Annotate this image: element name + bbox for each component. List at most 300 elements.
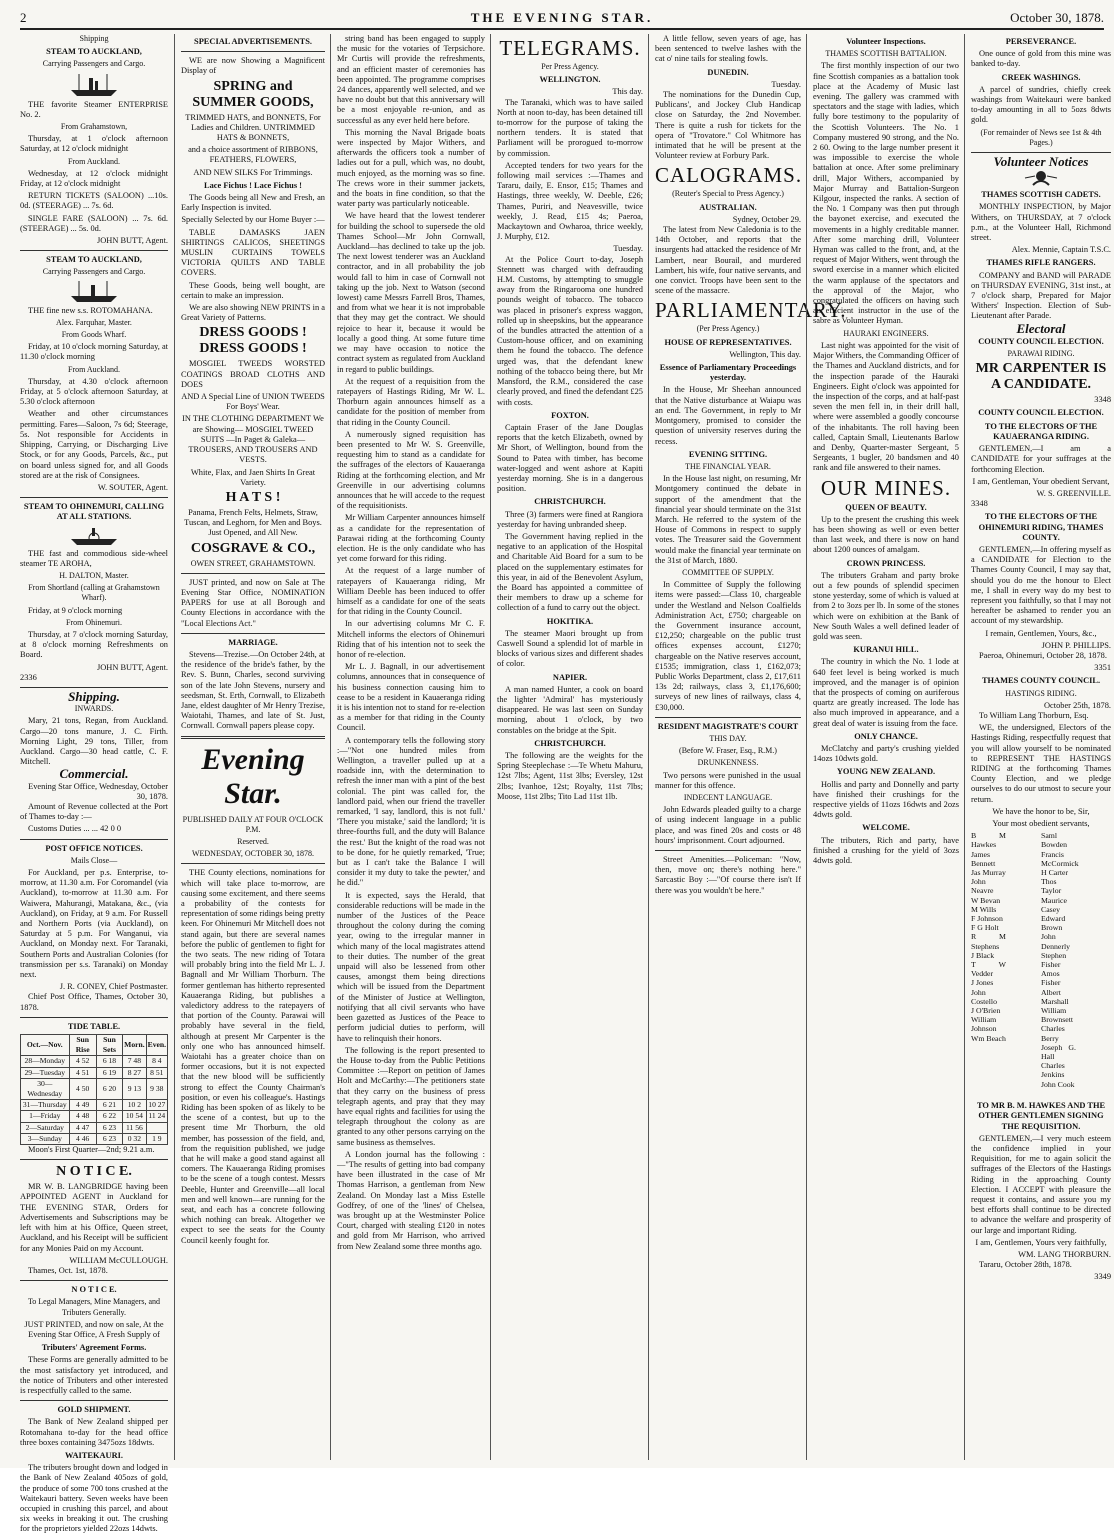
tide-cell: 9 38 xyxy=(146,1078,167,1099)
signatory-list xyxy=(971,831,1111,1098)
tide-row xyxy=(21,1078,168,1099)
goods-times: Friday, at 10 o'clock morning Saturday, at 11.30 o'clock morning xyxy=(20,342,168,362)
new-silks: AND NEW SILKS For Trimmings. xyxy=(193,167,313,177)
house-heading: HOUSE OF REPRESENTATIVES. xyxy=(664,337,792,347)
column-2 xyxy=(174,34,331,1460)
post-office-heading: POST OFFICE NOTICES. xyxy=(45,843,143,853)
mine-text: McClatchy and party's crushing yielded 14ozs 10dwts gold. xyxy=(813,744,959,764)
mine-text: Hollis and party and Donnelly and party have finished their crushings for the respective yields of 11ozs 16dwts and 2ozs 4dwts gold. xyxy=(813,779,959,820)
tide-cell: 9 13 xyxy=(123,1078,146,1099)
steamship-icon xyxy=(69,280,119,304)
tide-cell: 2—Saturday xyxy=(21,1122,70,1133)
news-para: A numerously signed requisition has been presented to Mr W. S. Greenville, requesting him to stand as a candidate for the suffrages of the electors of Kauaeranga Riding at the forthcoming election, and Mr Greenville in our advertising columns announces that he will accede to the request of the requisitionists. xyxy=(337,429,485,511)
mine-text: The tributers Graham and party broke out a few pounds of splendid specimen stone yesterday, some of which is valued at from 2 to 3ozs per lb. In some of the stones which were on exhibition at the Bank of New South Wales a well defined leader of gold was seen. xyxy=(813,570,959,641)
before-magistrate: (Before W. Fraser, Esq., R.M.) xyxy=(679,746,777,756)
mine-text: The tributers, Rich and party, have finished a crushing for the yield of 3ozs 4dwts gold. xyxy=(813,835,959,866)
tide-cell: 4 50 xyxy=(69,1078,96,1099)
signatory-name xyxy=(1041,1089,1076,1098)
news-para: A contemporary tells the following story :—"Not one hundred miles from Wellington, a traveller pulled up at a roadside inn, with the determination to refresh the inner man with a pint of the best colonial. The pint was called for, the landlord paid, when our friend the traveller remarked, 'I say, landlord, this is not full.' 'There you mistake,' said the landlord; 'it is three-fourths full, and the duty will Balance the rest.' But the knight of the road was not to be done, for he quietly remarked, 'True; but as I can't take the Balance I will consider it my duty to take the pewter,' and he did." xyxy=(337,735,485,888)
tide-header-cell: Sun Rise xyxy=(69,1035,96,1056)
notice-text: MR W. B. LANGBRIDGE having been APPOINTED AGENT in Auckland for THE EVENING STAR, Orders for Advertisements and Subscriptions may be left with him at his Office, Queen street, Auckland, and his Receipt will be sufficient for any Monies Paid on my Account. xyxy=(20,1182,168,1253)
to-thorburn: To William Lang Thorburn, Esq. xyxy=(979,710,1089,720)
ad-number: 3349 xyxy=(1094,1272,1111,1282)
tide-header-cell: Sun Sets xyxy=(96,1035,122,1056)
hauraki-text: Last night was appointed for the visit of Major Withers, the Commanding Officer of the Thames and Auckland districts, and for the inspection parade of the Hauraki Engineers. Eight o'clock was appointed for the inspection of the corps, and at half-past seven the men fell in, in their drill hall, where were assembled a goodly concourse of the inhabitants. The roll having been called, Captain Small, Lieutenants Barlow and Denby, Quarter-master Sergeant, 5 Sergeants, 1 bugler, 20 bandsmen and 40 rank and file answered to their names. xyxy=(813,340,959,473)
inwards-text: Mary, 21 tons, Regan, from Auckland. Cargo—20 tons manure, J. C. Firth. Morning Light, 29 tons, Tiller, from Auckland. Cargo—30 head cattle, C. F. Mitchell. xyxy=(20,716,168,767)
signatory-name: Saml Bowden xyxy=(1041,831,1067,850)
tide-cell: 8 51 xyxy=(146,1067,167,1078)
news-para: This morning the Naval Brigade boats were inspected by Major Withers, and afterwards the officers took a number of ladies out for a pull, which was, no doubt, much enjoyed, as the morning was so fine. The crews wore in their summer jackets, and the boats in fine condition, so that the water party was particularly noticeable. xyxy=(337,127,485,209)
tide-cell: 29—Tuesday xyxy=(21,1067,70,1078)
signatory-name: Charles Berry xyxy=(1041,1024,1065,1043)
goods-wharf: From Goods Wharf. xyxy=(61,330,127,340)
return-tickets: RETURN TICKETS (SALOON) ...10s. 0d. (STEERAGE) ... 7s. 6d. xyxy=(20,191,168,211)
committee-text: In Committee of Supply the following items were passed:—Class 10, chargeable under the Westland and Nelson Coalfields Administration Act, £750; chargeable on the Government insurance account, £12,250; chargeable on the public trust offices expenses account, £1270; chargeable on the Native reserves account, £1535; immigration, class 1, £162,073; Public Works Department, class 2, £17,611 13s 2d; railways, class 3, £1,176,600; surveys of new lines of railways, class 4, £30,000. xyxy=(655,580,801,712)
ohinemuri-times: Thursday, at 7 o'clock morning Saturday, at 8 o'clock morning Refreshments on Board. xyxy=(20,629,168,660)
lace-fichus: Lace Fichus ! Lace Fichus ! xyxy=(204,180,302,190)
signatory-name: J O'Brien xyxy=(971,1006,1001,1016)
tide-row xyxy=(21,1100,168,1111)
signatory-name: Maurice Casey xyxy=(1041,895,1067,914)
parliament-text: In the House, Mr Sheehan announced that the Native disturbance at Waiapu was an end. The Government, in reply to Mr Montgomery, promised to consider the question of university reserves during the recess. xyxy=(655,385,801,446)
this-day: THIS DAY. xyxy=(709,733,747,743)
owen-street: OWEN STREET, GRAHAMSTOWN. xyxy=(190,558,316,568)
tide-row xyxy=(21,1122,168,1133)
servants-line: Your most obedient servants, xyxy=(992,819,1090,828)
financial-year: THE FINANCIAL YEAR. xyxy=(685,461,771,471)
column-7 xyxy=(964,34,1111,1460)
tide-cell: 6 23 xyxy=(96,1133,122,1144)
names-left xyxy=(971,831,1041,1098)
news-para: It is expected, says the Herald, that considerable reductions will be made in the number of the Justices of the Peace throughout the colony during the coming year, owing to the irregular manner in which many of the local magistrates attend to their duties. The number of the great unpaid will also be lessened from other causes, amongst them being directions which will be issued from the Department of the Minister of Justice at Wellington, notifying that all civil servants who have been gazetted as Justices of the Peace to perform judicial duties to perform, will have to relinquish their honors. xyxy=(337,890,485,1043)
volunteer-text: The first monthly inspection of our two fine Scottish companies as a battalion took place at the Academy of Music last evening. The gallery was crammed with spectators and the stage with ladies, which fully bore testimony to the popularity of the Scottish Volunteers. The No. 1 Company mustered 90 strong, and the No. 2 60. Owing to the large number present it was impossible to exercise the whole battalion at once. After some preliminary drill, Major Withers, accompanied by Major Murray and Battalion-Surgeon Kilgour, inspected the ranks. A section of the No. 1 Company was then put through the bayonet exercise, and executed the movements in a highly creditable manner. After some marching drill, Volunteer Hyman was called to the front, and, at the request of Major Withers, went through the sword exercise in a manner which elicited the warm applause of the spectators and the approval of the Major, who congratulated the officers on having such an efficient instructor in the use of the sabre as Volunteer Hyman. xyxy=(813,61,959,326)
tide-header-cell: Morn. xyxy=(123,1035,146,1056)
ad-number: 3351 xyxy=(1094,663,1111,673)
post-date: Chief Post Office, Thames, October 30, 1878. xyxy=(20,992,168,1012)
kuranui-hill: KURANUI HILL. xyxy=(853,645,919,655)
per-press-agency: (Per Press Agency.) xyxy=(696,324,760,334)
waitekauri-text: The tributers brought down and lodged in the Bank of New Zealand 405ozs of gold, the produce of some 700 tons crushed at the Waitekauri battery. Seven weeks have been occupied in crushing this parcel, and about six weeks in breaking it out. The crushing for the proprietors yielded 22ozs 14dwts. xyxy=(20,1463,168,1534)
scottish-battalion: THAMES SCOTTISH BATTALION. xyxy=(825,49,947,59)
column-5 xyxy=(648,34,847,1460)
souter-signature: W. SOUTER, Agent. xyxy=(97,482,168,492)
telegram-text: The Government having replied in the negative to an application of the Hospital and Charitable Aid Board for a sum to be placed on the supplementary estimates for this year, in aid of the Benevolent Asylum, the Board has appointed a committee of their members to draw up a scheme for collection of a fund to carry out the object. xyxy=(497,531,643,613)
mine-text: Up to the present the crushing this week has been showing as well or even better than last week, and there is now on hand about 1200 ounces of amalgam. xyxy=(813,514,959,555)
court-text: Two persons were punished in the usual manner for this offence. xyxy=(655,770,801,790)
agent-signature: JOHN BUTT, Agent. xyxy=(96,236,168,246)
county-election: COUNTY COUNCIL ELECTION. xyxy=(978,408,1104,418)
signatory-name: M Wills xyxy=(971,904,997,914)
gold-shipment-text: The Bank of New Zealand shipped per Rotomahana to-day for the head office three boxes containing 3475ozs 18dwts. xyxy=(20,1417,168,1447)
tweeds-list: MOSGIEL TWEEDS WORSTED COATINGS BROAD CLOTHS AND DOES xyxy=(181,359,325,389)
ad-number: 3348 xyxy=(1094,395,1111,405)
signatory-name: James Bennett xyxy=(971,849,996,868)
tide-cell: 28—Monday xyxy=(21,1056,70,1067)
ohinemuri-electors: TO THE ELECTORS OF THE OHINEMURI RIDING, THAMES COUNTY. xyxy=(978,512,1104,542)
closing: I am, Gentleman, Your obedient Servant, xyxy=(972,476,1110,486)
cosgrave-name: COSGRAVE & CO., xyxy=(190,540,316,556)
telegram-text: A man named Hunter, a cook on board the lighter 'Admiral' has mysteriously disappeared. He was last seen on Sunday morning, about 1 o'clock, by two constables on the bridge at the Spit. xyxy=(497,684,643,735)
signatory-name: W Bevan xyxy=(971,895,1001,905)
shipping-label: Shipping xyxy=(79,34,109,43)
showing-display: WE are now Showing a Magnificent Display of xyxy=(181,56,325,76)
signatory-name: Joseph G. Hall xyxy=(1041,1042,1076,1062)
tide-cell: 6 21 xyxy=(96,1100,122,1111)
tuesday: Tuesday. xyxy=(613,244,643,254)
tide-table xyxy=(20,1034,168,1145)
hauraki-engineers: HAURAKI ENGINEERS. xyxy=(843,328,929,338)
sydney-date: Sydney, October 29. xyxy=(732,214,801,224)
news-para: A little fellow, seven years of age, has been sentenced to twelve lashes with the cat o' nine tails for stealing fowls. xyxy=(655,34,801,64)
mennie-signature: Alex. Mennie, Captain T.S.C. xyxy=(1011,245,1111,255)
committee-supply: COMMITTEE OF SUPPLY. xyxy=(682,567,774,577)
notice-heading: N O T I C E. xyxy=(56,1164,132,1180)
only-chance: ONLY CHANCE. xyxy=(854,731,918,741)
single-fare: SINGLE FARE (SALOON) ... 7s. 6d. (STEERAGE) ... 5s. 0d. xyxy=(20,213,168,233)
rifle-text: COMPANY and BAND will PARADE on THURSDAY EVENING, 31st inst., at 7 o'clock sharp, Prepared for Major Withers' Inspection. Election of Sub-Lieutenant after Parade. xyxy=(971,270,1111,321)
tide-cell: 8 4 xyxy=(146,1056,167,1067)
tide-cell: 4 49 xyxy=(69,1100,96,1111)
kauaeranga-electors: TO THE ELECTORS OF THE KAUAERANGA RIDING. xyxy=(984,421,1098,441)
tararu-date: Tararu, October 28th, 1878. xyxy=(979,1260,1072,1270)
telegram-text: The steamer Maori brought up from Caswell Sound a splendid lot of marble in blocks of various sizes and different shades of color. xyxy=(497,628,643,669)
closing: I am, Gentlemen, Yours very faithfully, xyxy=(975,1237,1107,1247)
tide-cell: 6 20 xyxy=(96,1078,122,1099)
rm-court-heading: RESIDENT MAGISTRATE'S COURT xyxy=(657,721,799,731)
signatory-name: Francis McCormick xyxy=(1041,849,1079,868)
reuter-note: (Reuter's Special to Press Agency.) xyxy=(672,189,784,199)
tide-cell: 8 27 xyxy=(123,1067,146,1078)
tide-cell: 31—Thursday xyxy=(21,1100,70,1111)
signatory-name: Charles Jenkins xyxy=(1041,1061,1065,1080)
forms-text: These Forms are generally admitted to be the most satisfactory yet introduced, and the notice of Tributers and other interested is respectfully called to the same. xyxy=(20,1355,168,1395)
tide-row xyxy=(21,1067,168,1078)
auckland-sub: Carrying Passengers and Cargo. xyxy=(42,59,146,69)
issue-date: October 30, 1878. xyxy=(1010,10,1104,25)
auckland2-times: Thursday, at 4.30 o'clock afternoon Friday, at 5 o'clock afternoon Saturday, at 5.30 o'clock afternoon xyxy=(20,376,168,407)
from-shortland: From Shortland (calling at Grahamstown Wharf). xyxy=(28,583,160,603)
perseverance-heading: PERSEVERANCE. xyxy=(1005,37,1077,46)
publication-date: WEDNESDAY, OCTOBER 30, 1878. xyxy=(191,849,315,859)
phillips-signature: JOHN P. PHILLIPS. xyxy=(1041,640,1111,650)
signatory-name: Jas Murray xyxy=(971,868,1006,878)
ad-number: 2336 xyxy=(20,672,37,682)
signatory-name: Stephen Fisher xyxy=(1041,950,1067,970)
published-daily: PUBLISHED DAILY AT FOUR O'CLOCK P.M. xyxy=(182,814,324,834)
mine-text: A parcel of sundries, chiefly creek washings from Waitekauri were banked to-day amounting in all to 5ozs 8dwts gold. xyxy=(971,84,1111,125)
telegrams-heading: TELEGRAMS. xyxy=(499,36,641,60)
goods-list: TABLE DAMASKS JAEN SHIRTINGS CALICOS, SHEETINGS MUSLIN CURTAINS TOWELS VICTORIA QUILTS AND TABLE COVERS. xyxy=(181,227,325,278)
waitekauri-heading: WAITEKAURI. xyxy=(65,1450,123,1460)
evening-star-masthead: Evening Star. xyxy=(201,742,305,810)
tide-cell: 30—Wednesday xyxy=(21,1078,70,1099)
news-para: At the request of a large number of ratepayers of Kauaeranga riding, Mr William Deeble has been induced to offer himself as a candidate for one of the seats for that riding in the County Council. xyxy=(337,566,485,617)
tide-cell: 4 52 xyxy=(69,1056,96,1067)
mine-text: One ounce of gold from this mine was banked to-day. xyxy=(971,49,1111,69)
tide-cell xyxy=(146,1122,167,1133)
evening-text: In the House last night, on resuming, Mr Montgomery continued the debate in support of the amendment that the financial year should terminate on the 31st March. He referred to the system of the House of Commons in respect to supply votes. The Treasurer said the Government would make the financial year terminate on the 31st of March, 1880. xyxy=(655,474,801,565)
telegram-text: The Taranaki, which was to have sailed North at noon to-day, has been detained till to-morrow for the purpose of taking the northern tenders. It is stated that Parliament will be prorogued to-morrow by commission. xyxy=(497,97,643,158)
rifle-rangers: THAMES RIFLE RANGERS. xyxy=(986,258,1096,268)
special-ads-heading: SPECIAL ADVERTISEMENTS. xyxy=(194,37,312,46)
wellington-heading: WELLINGTON. xyxy=(539,75,601,85)
hokitika-heading: HOKITIKA. xyxy=(546,616,594,626)
tide-cell: 7 48 xyxy=(123,1056,146,1067)
telegram-text: At the Police Court to-day, Joseph Stennett was charged with defrauding H.M. Customs, by attempting to smuggle away from the Ringarooma one hundred pounds weight of tobacco. The tobacco was placed in prisoner's express waggon, rolled up in sheepskins, but the appearance of the bundles attracted the attention of a Custom-house officer, and on examining them he found the tobacco. The defence urged was, that the defendant knew nothing of the tobacco being there, but Mr Mansford, the R.M., considered the case clearly proved, and fined the defendant £25 with costs. xyxy=(497,254,643,407)
editorial-text: THE County elections, nominations for which will take place to-morrow, are causing some excitement, and there seems a probability of the contests for representation of some ridings being pretty keen. For Ohinemuri Mr Mitchell does not stand again, but there are several names before the public of gentlemen to fight for the two seats. The new riding of Totara will probably bring into the field Mr L. J. Bagnall and Mr William Thorburn. The former gentleman has hitherto represented Kauaeranga Riding, but publishes a valedictory address to the ratepayers of that portion of the County. Parawai will probably have several in the field, although at present Mr Carpenter is the only one who has announced himself. Waiotahi has a greater choice than on former occasions, but it is not expected that the new blood will be sufficiently strong to effect the County Chairman's position, or even his colleague's. Hastings Riding has been spoken of as likely to be the scene of a contest, but up to the present time Mr Thorburn, the old member, has possession of the field, and, from the requisition published, we judge that he will make a good stand against all comers. The Kauaeranga Riding promises to be the scene of a tough contest. Messrs Deeble, Hunter and Greenville—all local men and well known—are running for the seat, and each has a concrete following which nothing can break. Altogether we expect to see the seats for the County Council keenly fought for. xyxy=(181,868,325,1245)
tide-cell: 10 54 xyxy=(123,1111,146,1122)
tide-table-heading: TIDE TABLE. xyxy=(67,1021,121,1031)
thistle-ornament-icon xyxy=(1021,169,1061,187)
electoral-heading: Electoral xyxy=(1016,320,1066,336)
from-auckland: From Auckland. xyxy=(68,156,120,166)
signatory-name: Wm Beach xyxy=(971,1033,1006,1043)
signatory-name: T W Vedder xyxy=(971,960,1006,979)
dunedin-heading: DUNEDIN. xyxy=(707,67,749,77)
nomination-papers: JUST printed, and now on Sale at The Evening Star Office, NOMINATION PAPERS for use at all Borough and County Elections in accordance with the "Local Elections Act." xyxy=(181,577,325,628)
signatory-name: Albert Marshall xyxy=(1041,987,1069,1006)
tide-cell: 11 56 xyxy=(123,1122,146,1133)
signatory-name: Amos Fisher xyxy=(1041,969,1061,988)
news-para: The following is the report presented to the House to-day from the Public Petitions Committee :—Report on petition of James Holt and McCarthy:—The petitioners state that they carry on the business of press telegraph agents, and pray that they may have equal rights and facilities for using the telegraph throughout the colony as are granted to any other persons carrying on the same business as themselves. xyxy=(337,1045,485,1147)
tide-row xyxy=(21,1111,168,1122)
telegram-text: The following are the weights for the Spring Steeplechase :—Te Whetu Mahuru, 12st 7lbs; Agent, 11st 3lbs; Eversley, 12st 2lbs; Ivanhoe, 12st; Royalty, 11st 7lbs; Moose, 11st 2lbs; Tito Lad 11st 1lb. xyxy=(497,751,643,801)
signatory-name: Thos Taylor xyxy=(1041,877,1062,896)
notice-date: Thames, Oct. 1st, 1878. xyxy=(28,1265,108,1275)
young-new-zealand: YOUNG NEW ZEALAND. xyxy=(836,767,936,777)
calograms-heading: CALOGRAMS. xyxy=(655,163,803,188)
tide-row xyxy=(21,1133,168,1144)
auckland-heading: STEAM TO AUCKLAND, xyxy=(46,47,142,57)
column-3 xyxy=(330,34,491,1460)
grahamstown-times: Thursday, at 1 o'clock afternoon Saturday, at 12 o'clock midnight xyxy=(20,134,168,154)
signatory-name: William Johnson xyxy=(971,1015,997,1034)
tide-cell: 1 9 xyxy=(146,1133,167,1144)
tide-cell: 4 51 xyxy=(69,1067,96,1078)
honor-line: We have the honor to be, Sir, xyxy=(992,806,1090,816)
napier-heading: NAPIER. xyxy=(552,672,588,682)
panama-hats: Panama, French Felts, Helmets, Straw, Tuscan, and Leghorn, for Men and Boys. Just Opened, and All New. xyxy=(184,507,322,538)
specially-selected: Specially Selected by our Home Buyer :— xyxy=(181,215,325,225)
hats-heading: H A T S ! xyxy=(225,489,281,505)
auckland2-heading: STEAM TO AUCKLAND, xyxy=(46,255,142,265)
dalton-master: H. DALTON, Master. xyxy=(59,570,129,580)
tide-cell: 6 23 xyxy=(96,1122,122,1133)
news-para: Mr L. J. Bagnall, in our advertisement columns, announces that in consequence of his business connection causing him to cease to be a resident in Kauaeranga riding it is his intention not to stand for re-election as a member for that riding in the County Council. xyxy=(337,662,485,733)
inwards-label: INWARDS. xyxy=(74,704,114,714)
from-auckland2: From Auckland. xyxy=(68,364,120,374)
signatory-name: F G Holt xyxy=(971,923,999,933)
tributers-forms: Tributers' Agreement Forms. xyxy=(41,1343,147,1353)
shipping-heading: Shipping. xyxy=(68,688,120,704)
to-hawkes: TO MR B. M. HAWKES AND THE OTHER GENTLEMEN SIGNING THE REQUISITION. xyxy=(976,1101,1106,1131)
tide-cell: 0 32 xyxy=(123,1133,146,1144)
dress-goods: DRESS GOODS ! DRESS GOODS ! xyxy=(199,325,307,357)
enterprise-text: THE favorite Steamer ENTERPRISE No. 2. xyxy=(20,99,168,119)
paddle-steamer-icon xyxy=(69,525,119,547)
parawai-riding: PARAWAI RIDING. xyxy=(1007,349,1075,359)
carpenter-candidate: MR CARPENTER IS A CANDIDATE. xyxy=(975,361,1107,393)
star-office-date: Evening Star Office, Wednesday, October 30, 1878. xyxy=(28,781,168,801)
spring-summer-goods: SPRING and SUMMER GOODS, xyxy=(192,78,314,110)
telegram-text: Three (3) farmers were fined at Rangiora yesterday for having unbranded sheep. xyxy=(497,509,643,529)
signatory-name: John Neavre xyxy=(971,877,994,896)
our-mines-heading: OUR MINES. xyxy=(820,475,952,500)
mine-text: The country in which the No. 1 lode at 640 feet level is being worked is much improved, and the manager is of opinion that the prospects of coming on auriferous quartz are greatly increased. The lode has also much improved in appearance, and a great deal of water is issuing from the face. xyxy=(813,657,959,728)
requisition-text: WE, the undersigned, Electors of the Hastings Riding, respectfully request that you will allow yourself to be nominated to REPRESENT THE HASTINGS RIDING at the forthcoming Thames County Election, and we pledge ourselves to do our utmost to secure your return. xyxy=(971,723,1111,804)
cadets-text: MONTHLY INSPECTION, by Major Withers, on THURSDAY, at 7 o'clock p.m., at the Volunteer Hall, Richmond street. xyxy=(971,202,1111,243)
paeroa-date: Paeroa, Ohinemuri, October 28, 1878. xyxy=(979,650,1107,660)
agent2-signature: JOHN BUTT, Agent. xyxy=(96,662,168,672)
signatory-name: R M Stephens xyxy=(971,932,1006,951)
auckland2-sub: Carrying Passengers and Cargo. xyxy=(42,267,146,277)
tide-cell: 6 18 xyxy=(96,1056,122,1067)
notice2-heading: N O T I C E. xyxy=(71,1285,117,1295)
tide-row xyxy=(21,1056,168,1067)
volunteer-notices: Volunteer Notices xyxy=(993,154,1089,170)
goods-fresh: The Goods being all New and Fresh, an Early Inspection is invited. xyxy=(181,193,325,213)
greenville-signature: W. S. GREENVILLE. xyxy=(1036,488,1111,498)
tide-cell: 4 47 xyxy=(69,1122,96,1133)
per-press-agency: Per Press Agency. xyxy=(541,62,599,71)
commercial-heading: Commercial. xyxy=(59,766,129,782)
auckland-times: Wednesday, at 12 o'clock midnight Friday, at 12 o'clock midnight xyxy=(20,168,168,189)
just-printed: JUST PRINTED, and now on sale, At the Evening Star Office, A Fresh Supply of xyxy=(24,1319,164,1339)
news-para: At the request of a requisition from the ratepayers of Hastings Riding, Mr W. L. Thorburn again announces himself as a candidate for the position of member from that riding in the County Council. xyxy=(337,376,485,427)
welcome-mine: WELCOME. xyxy=(862,823,910,833)
christchurch2-heading: CHRISTCHURCH. xyxy=(534,738,606,748)
news-para: Mr William Carpenter announces himself as a candidate for the representation of Parawai riding at the forthcoming County election. He is the only candidate who has yet come forward for this riding. xyxy=(337,513,485,564)
signatory-name: John Costello xyxy=(971,987,997,1006)
street-amenities: Street Amenities.—Policeman: "Now, then, move on; there's nothing here." Sarcastic Boy :—"Of course there isn't If there was you wouldn't be here." xyxy=(655,855,801,895)
newspaper-title: THE EVENING STAR. xyxy=(470,10,654,25)
thorburn-signature: WM. LANG THORBURN. xyxy=(1018,1249,1111,1259)
reserved: Reserved. xyxy=(237,836,269,846)
signatory-name: F Johnson xyxy=(971,914,1003,924)
gold-shipment-heading: GOLD SHIPMENT. xyxy=(57,1405,131,1415)
master-name: Alex. Farquhar, Master. xyxy=(56,317,132,327)
legal-managers: To Legal Managers, Mine Managers, and Tributers Generally. xyxy=(27,1297,161,1317)
tide-cell: 1—Friday xyxy=(21,1111,70,1122)
column-1 xyxy=(20,34,174,1534)
shirts: White, Flax, and Jaen Shirts In Great Variety. xyxy=(190,467,316,487)
new-prints: We are also showing NEW PRINTS in a Great Variety of Patterns. xyxy=(181,303,325,323)
drunkenness: DRUNKENNESS. xyxy=(697,758,759,768)
news-para: We have heard that the lowest tenderer for building the school to supersede the old Thames School—Mr John Cornwall, Auckland—has declined to take up the job. The next lowest tenderer was an Auckland contractor, and in all probability the job would fall to him in case of Cornwall not taking up the job. Next to Watson (second lowest) came Messrs Farrell Bros, Thames, and from what we hear it is not improbable that they may get the contract. We should rejoice to hear it, because it would be locally a good thing. At some future time we may have occasion to notice the contract system as regulated from Auckland in regard to public buildings. xyxy=(337,211,485,374)
tide-cell: 10 2 xyxy=(123,1100,146,1111)
volunteer-inspections-heading: Volunteer Inspections. xyxy=(846,37,926,46)
news-para: string band has been engaged to supply the music for the votaries of Terpsichore. Mr Curtis will provide the refreshments, and an efficient master of ceremonies has been appointed. The programme comprises 24 dances, apparently well selected, and we have no doubt but that this anniversary will be a most enjoyable re-union, and as successful as any ever held here before. xyxy=(337,34,485,125)
trimmed-hats: TRIMMED HATS, and BONNETS, For Ladies and Children. UNTRIMMED HATS & BONNETS, xyxy=(185,112,321,143)
oct25-date: October 25th, 1878. xyxy=(1044,700,1111,710)
foxton-heading: FOXTON. xyxy=(551,410,589,420)
tide-cell: 4 48 xyxy=(69,1111,96,1122)
telegram-text: Accepted tenders for two years for the following mail services :—Thames and Tararu, daily, E. Ensor, £15; Thames and Hastings, three weekly, W. Deeble, £26; Thames, Puriri, and Neavesville, twice weekly, J. Read, £15 4s; Paeroa, Mackaytown and Owharoa, thrice weekly, J. Murphy, £12. xyxy=(497,160,643,242)
mails-text: For Auckland, per p.s. Enterprise, to-morrow, at 11.30 a.m. For Coromandel (via Auckland), to-morrow at 11.30 a.m. For Waiwera, Mahurangi, Matakana, &c., (via Auckland), on Friday, at 9 a.m. For Russell and Northern Ports (via Auckland), on Saturday at 5 p.m. For Wanganui, via Auckland, on Monday next. For Taranaki, Southern Ports and Australian Colonies (for transmission per s.s. Taranaki) on Monday next. xyxy=(20,868,168,980)
moon-phase: Moon's First Quarter—2nd; 9.21 a.m. xyxy=(28,1145,155,1155)
tide-cell: 6 19 xyxy=(96,1067,122,1078)
signatory-name: Edward Brown xyxy=(1041,914,1066,933)
postmaster-signature: J. R. CONEY, Chief Postmaster. xyxy=(59,982,168,992)
christchurch-heading: CHRISTCHURCH. xyxy=(534,497,606,507)
marriage-heading: MARRIAGE. xyxy=(228,637,278,647)
tide-header-cell: Oct.—Nov. xyxy=(21,1035,70,1056)
from-grahamstown: From Grahamstown, xyxy=(60,122,128,132)
dunedin-text: The nominations for the Dunedin Cup, Publicans', and Jockey Club Handicap close on Saturday, the 2nd November. There is quite a rush for tickets for the opera of "Trovatore." Col Whitmore has intimated that he will be present at the Volunteer review at Forbury Park. xyxy=(655,90,801,161)
closing: I remain, Gentlemen, Yours, &c., xyxy=(985,628,1097,638)
wellington-date: Wellington, This day. xyxy=(729,349,801,359)
signatory-name: H Carter xyxy=(1041,868,1069,878)
cablegram-text: The latest from New Caledonia is to the 14th October, and reports that the insurgents had attacked the residence of Mr Lambert, near Bourail, and murdered Lambert, his wife, four native servants, and one convict. Troops have been sent to the scene of the massacre. xyxy=(655,225,801,296)
reply-text: GENTLEMEN,—I very much esteem the confidence implied in your Requisition, for me to again solicit the suffrages of the Electors of the Hastings Riding in the approaching County Election. I ACCEPT with pleasure the request it contains, and assure you my best efforts shall continue to be directed to advance the welfare and prosperity of our large and important Riding. xyxy=(971,1133,1111,1235)
scottish-cadets: THAMES SCOTTISH CADETS. xyxy=(981,190,1101,200)
ad-number: 3348 xyxy=(971,499,988,509)
names-right xyxy=(1041,831,1111,1098)
queen-of-beauty: QUEEN OF BEAUTY. xyxy=(845,502,927,512)
marriage-text: Stevens—Trezise.—On October 24th, at the residence of the bride's father, by the Rev. S. Bunn, Charles, second surviving son of the late John Stevens, nursery and seedsman, St. Erth, Cornwall, to Elizabeth Jane, eldest daughter of Mr Henry Trezise, Waiotahi, Thames, and late of St. Just, Cornwall. Cornwall papers please copy. xyxy=(181,649,325,731)
evening-sitting-heading: EVENING SITTING. xyxy=(688,449,768,459)
news-para: A London journal has the following :—"The results of getting into bad company have been illustrated in the case of Mr Thomas Harrison, a gentleman from New Zealand. On Monday last a Miss Estelle Godfrey, of one of the 'lines' of Chelsea, was brought up at the Westminster Police Court, charged with stealing £120 in notes and gold from Mr Harrison, who arrived from New Zealand some three months ago. xyxy=(337,1149,485,1251)
county-election: COUNTY COUNCIL ELECTION. xyxy=(978,336,1104,346)
court-text: John Edwards pleaded guilty to a charge of using indecent language in a public place, and was fined 20s and costs or 48 hours' imprisonment. Court adjourned. xyxy=(655,805,801,845)
mails-close: Mails Close— xyxy=(70,855,118,865)
customs-intro: Amount of Revenue collected at the Port of Thames to-day :— xyxy=(20,801,168,822)
indecent-language: INDECENT LANGUAGE. xyxy=(683,793,773,802)
clothing-department: IN THE CLOTHING DEPARTMENT We are Showing— MOSGIEL TWEED SUITS —In Paget & Galeka— TROUSERS, AND TROUSERS AND VESTS. xyxy=(182,414,324,465)
goods-note: These Goods, being well bought, are certain to make an impression. xyxy=(181,280,325,300)
signatory-name: J Black xyxy=(971,950,995,960)
customs-duties: Customs Duties ... ... 42 0 0 xyxy=(28,824,122,834)
tide-cell: 3—Sunday xyxy=(21,1133,70,1144)
signatory-name: J Jones xyxy=(971,978,994,988)
essence-heading: Essence of Parliamentary Proceedings yesterday. xyxy=(659,363,797,383)
masthead xyxy=(20,10,1104,30)
union-tweeds: AND A Special Line of UNION TWEEDS For Boys' Wear. xyxy=(181,392,325,412)
column-6 xyxy=(806,34,965,1460)
choice-ribbons: and a choice assortment of RIBBONS, FEATHERS, FLOWERS, xyxy=(188,145,318,165)
signatory-name: John Dennerly xyxy=(1041,932,1071,951)
phillips-text: GENTLEMEN,—In offering myself as a CANDIDATE for Election to the Thames County Council, I may say that, should you do me the honour to Elect me, I shall in every way do my best to represent you faithfully, so that I may not hereafter be ashamed to render you an account of my stewardship. xyxy=(971,544,1111,626)
parliamentary-heading: PARLIAMENTARY. xyxy=(655,298,847,323)
mccullough-signature: WILLIAM McCULLOUGH. xyxy=(69,1255,168,1265)
tide-cell: 10 27 xyxy=(146,1100,167,1111)
thames-county-council: THAMES COUNTY COUNCIL. xyxy=(981,676,1101,686)
friday-time: Friday, at 9 o'clock morning xyxy=(28,605,123,615)
ohinemuri-heading: STEAM TO OHINEMURI, CALLING AT ALL STATIONS. xyxy=(23,502,165,522)
rotomahana-text: THE fine new s.s. ROTOMAHANA. xyxy=(28,305,153,315)
remainder-note: (For remainder of News see 1st & 4th Pages.) xyxy=(980,127,1102,147)
te-aroha-text: THE fast and commodious side-wheel steamer TE AROHA, xyxy=(20,548,168,568)
signatory-name: William Brownsett xyxy=(1041,1006,1074,1025)
weather-notice: Weather and other circumstances permitting. Fares—Saloon, 7s 6d; Steerage, 5s. Not responsible for Accidents in Shipping, Carrying, or Discharging Live Stock, or for any Goods, Parcels, &c., put on board unless signed for, and all Goods stored are at the risk of Consignees. xyxy=(20,409,168,480)
crown-princess: CROWN PRINCESS. xyxy=(846,558,926,568)
page-number: 2 xyxy=(20,10,27,25)
tide-cell: 6 22 xyxy=(96,1111,122,1122)
column-4 xyxy=(490,34,649,1460)
tide-header-cell: Even. xyxy=(146,1035,167,1056)
signatory-name: B M Hawkes xyxy=(971,831,1006,850)
this-day: This day. xyxy=(612,87,643,97)
signatory-name: John Cook xyxy=(1041,1079,1075,1089)
steamship-icon xyxy=(69,72,119,98)
australian-heading: AUSTRALIAN. xyxy=(699,202,757,212)
news-para: In our advertising columns Mr C. F. Mitchell informs the electors of Ohinemuri Riding that of his intention not to seek the honor of re-election. xyxy=(337,619,485,659)
tuesday: Tuesday. xyxy=(771,79,801,89)
telegram-text: Captain Fraser of the Jane Douglas reports that the ketch Elizabeth, owned by Mr Short, of Wellington, bound from the Sound to Patea with timber, has become water-logged and went ashore at Kapiti yesterday morning. She is in a dangerous position. xyxy=(497,422,643,494)
hastings-riding: HASTINGS RIDING. xyxy=(1005,688,1077,698)
tide-cell: 4 46 xyxy=(69,1133,96,1144)
greenville-text: GENTLEMEN,—I am a CANDIDATE for your suffrages at the forthcoming Election. xyxy=(971,444,1111,474)
